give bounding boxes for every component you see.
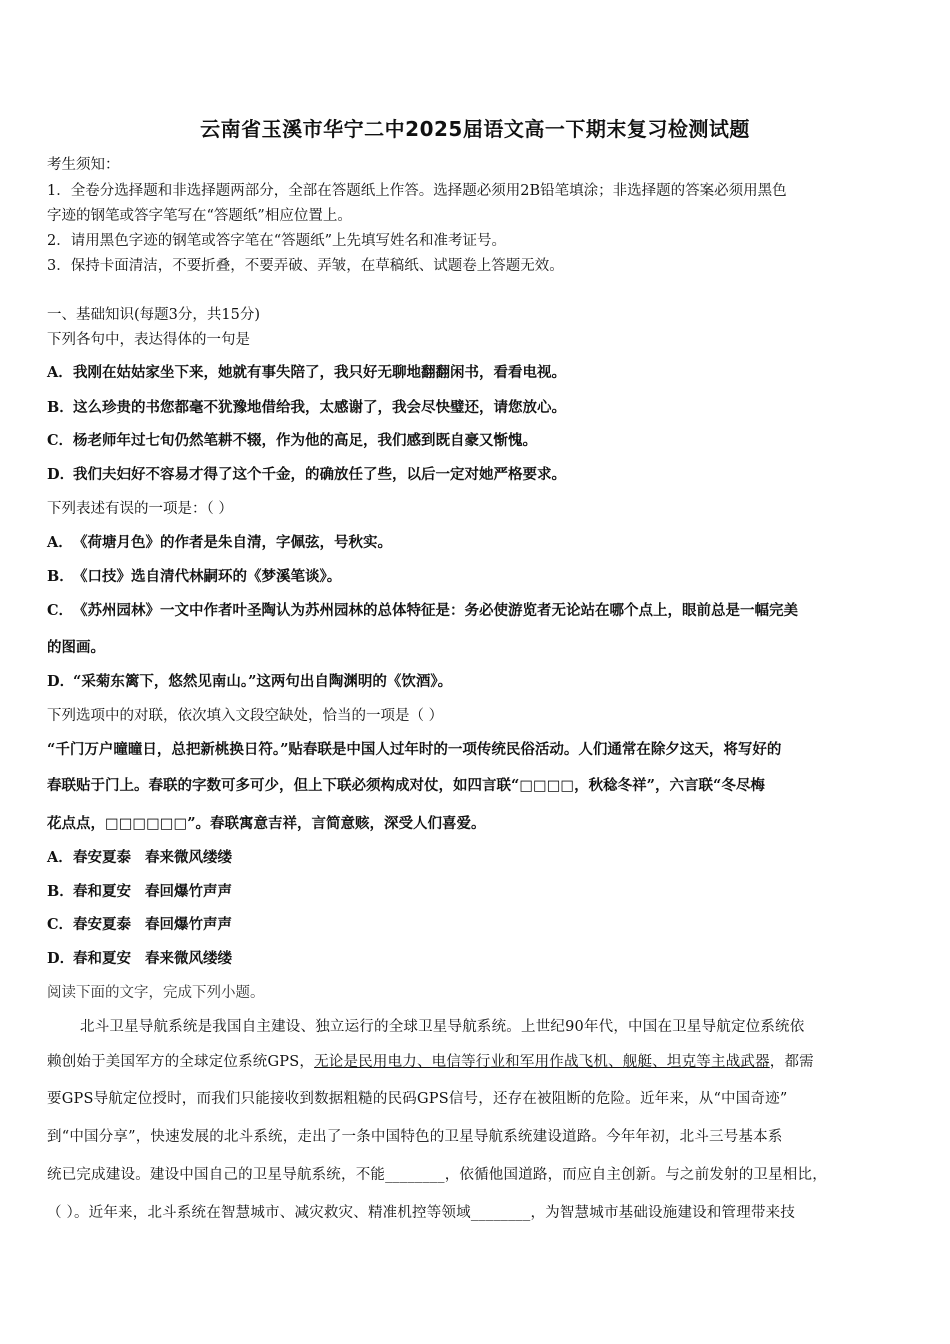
reading-line-1: 北斗卫星导航系统是我国自主建设、独立运行的全球卫星导航系统。上世纪90年代，中国在卫星导航定位系统依 xyxy=(80,1019,805,1035)
q3-option-b xyxy=(47,880,913,901)
option-text: 春来微风缕缕 xyxy=(145,950,232,967)
option-text: 《荷塘月色》的作者是朱自清，字佩弦，号秋实。 xyxy=(73,534,392,551)
option-label: A． xyxy=(47,534,73,551)
option-text: 春和夏安 xyxy=(73,883,131,900)
q1-option-a xyxy=(47,361,913,382)
q3-option-a xyxy=(47,846,913,867)
reading-text: 赖创始于美国军方的全球定位系统GPS， xyxy=(47,1054,315,1070)
option-label: D． xyxy=(47,673,75,690)
reading-line-5: 统已完成建设。建设中国自己的卫星导航系统，不能________，依循他国道路，而应自主创新。与之前发射的卫星相比， xyxy=(47,1167,827,1183)
option-label: D． xyxy=(47,950,75,967)
option-text: 《苏州园林》一文中作者叶圣陶认为苏州园林的总体特征是：务必使游览者无论站在哪个点上，眼前总是一幅完美 xyxy=(73,602,798,619)
q2-option-c xyxy=(47,599,913,620)
option-label: C． xyxy=(47,602,74,619)
notice-item-2: 2．请用黑色字迹的钢笔或答字笔在“答题纸”上先填写姓名和准考证号。 xyxy=(47,233,507,249)
reading-line-4: 到“中国分享”，快速发展的北斗系统，走出了一条中国特色的卫星导航系统建设道路。今年年初，北斗三号基本系 xyxy=(47,1129,783,1145)
notice-item-3: 3．保持卡面清洁，不要折叠，不要弄破、弄皱，在草稿纸、试题卷上答题无效。 xyxy=(47,258,564,274)
option-text: 《口技》选自清代林嗣环的《梦溪笔谈》。 xyxy=(73,568,342,585)
option-label: B． xyxy=(47,568,74,585)
option-label: B． xyxy=(47,883,74,900)
reading-line-3: 要GPS导航定位授时，而我们只能接收到数据粗糙的民码GPS信号，还存在被阻断的危险。近年来，从“中国奇迹” xyxy=(47,1091,788,1107)
option-text: 杨老师年过七旬仍然笔耕不辍，作为他的高足，我们感到既自豪又惭愧。 xyxy=(73,432,537,449)
option-label: D． xyxy=(47,466,75,483)
reading-line-6: （ ）。近年来，北斗系统在智慧城市、减灾救灾、精准机控等领域________，为智慧城市基础设施建设和管理带来技 xyxy=(47,1205,796,1221)
q3-passage-3: 花点点，□□□□□□”。春联寓意吉祥，言简意赅，深受人们喜爱。 xyxy=(47,815,486,832)
option-text: 春来微风缕缕 xyxy=(145,849,232,866)
option-label: C． xyxy=(47,916,74,933)
notice-heading: 考生须知： xyxy=(47,157,120,173)
q2-option-c-cont: 的图画。 xyxy=(47,639,105,656)
option-text: 我刚在姑姑家坐下来，她就有事失陪了，我只好无聊地翻翻闲书，看看电视。 xyxy=(73,364,566,381)
option-text: 我们夫妇好不容易才得了这个千金，的确放任了些，以后一定对她严格要求。 xyxy=(73,466,566,483)
q1-option-d xyxy=(47,463,913,484)
q3-stem: 下列选项中的对联，依次填入文段空缺处，恰当的一项是（ ） xyxy=(47,708,444,724)
reading-text: ，都需 xyxy=(769,1054,814,1070)
reading-line-2 xyxy=(47,1050,913,1071)
q1-option-b xyxy=(47,396,913,417)
option-text: 春安夏泰 xyxy=(73,849,131,866)
option-label: A． xyxy=(47,849,73,866)
q1-option-c xyxy=(47,429,913,450)
option-label: C． xyxy=(47,432,74,449)
option-text: 这么珍贵的书您都毫不犹豫地借给我，太感谢了，我会尽快璧还，请您放心。 xyxy=(73,399,566,416)
exam-title: 云南省玉溪市华宁二中2025届语文高一下期末复习检测试题 xyxy=(200,117,750,141)
notice-item-1b: 字迹的钢笔或答字笔写在“答题纸”相应位置上。 xyxy=(47,208,352,224)
q2-stem: 下列表述有误的一项是：（ ） xyxy=(47,501,233,517)
q3-passage-2: 春联贴于门上。春联的字数可多可少，但上下联必须构成对仗，如四言联“□□□□，秋稔冬祥”，六言联“冬尽梅 xyxy=(47,777,765,794)
option-label: B． xyxy=(47,399,74,416)
q1-stem: 下列各句中，表达得体的一句是 xyxy=(47,332,250,348)
q2-option-a xyxy=(47,531,913,552)
option-text: 春回爆竹声声 xyxy=(145,916,232,933)
q2-option-b xyxy=(47,565,913,586)
q3-option-c xyxy=(47,913,913,934)
option-text: 春和夏安 xyxy=(73,950,131,967)
option-text: “采菊东篱下，悠然见南山。”这两句出自陶渊明的《饮酒》。 xyxy=(73,673,453,690)
q3-option-d xyxy=(47,947,913,968)
section-heading: 一、基础知识(每题3分，共15分) xyxy=(47,307,260,323)
option-text: 春回爆竹声声 xyxy=(145,883,232,900)
underlined-sentence: 无论是民用电力、电信等行业和军用作战飞机、舰艇、坦克等主战武器 xyxy=(314,1054,770,1070)
q2-option-d xyxy=(47,670,913,691)
option-label: A． xyxy=(47,364,73,381)
q3-passage-1: “千门万户曈曈日，总把新桃换日符。”贴春联是中国人过年时的一项传统民俗活动。人们通常在除夕这天，将写好的 xyxy=(47,741,782,758)
reading-intro: 阅读下面的文字，完成下列小题。 xyxy=(47,985,265,1001)
option-text: 春安夏泰 xyxy=(73,916,131,933)
notice-item-1a: 1．全卷分选择题和非选择题两部分，全部在答题纸上作答。选择题必须用2B铅笔填涂；非选择题的答案必须用黑色 xyxy=(47,183,787,199)
